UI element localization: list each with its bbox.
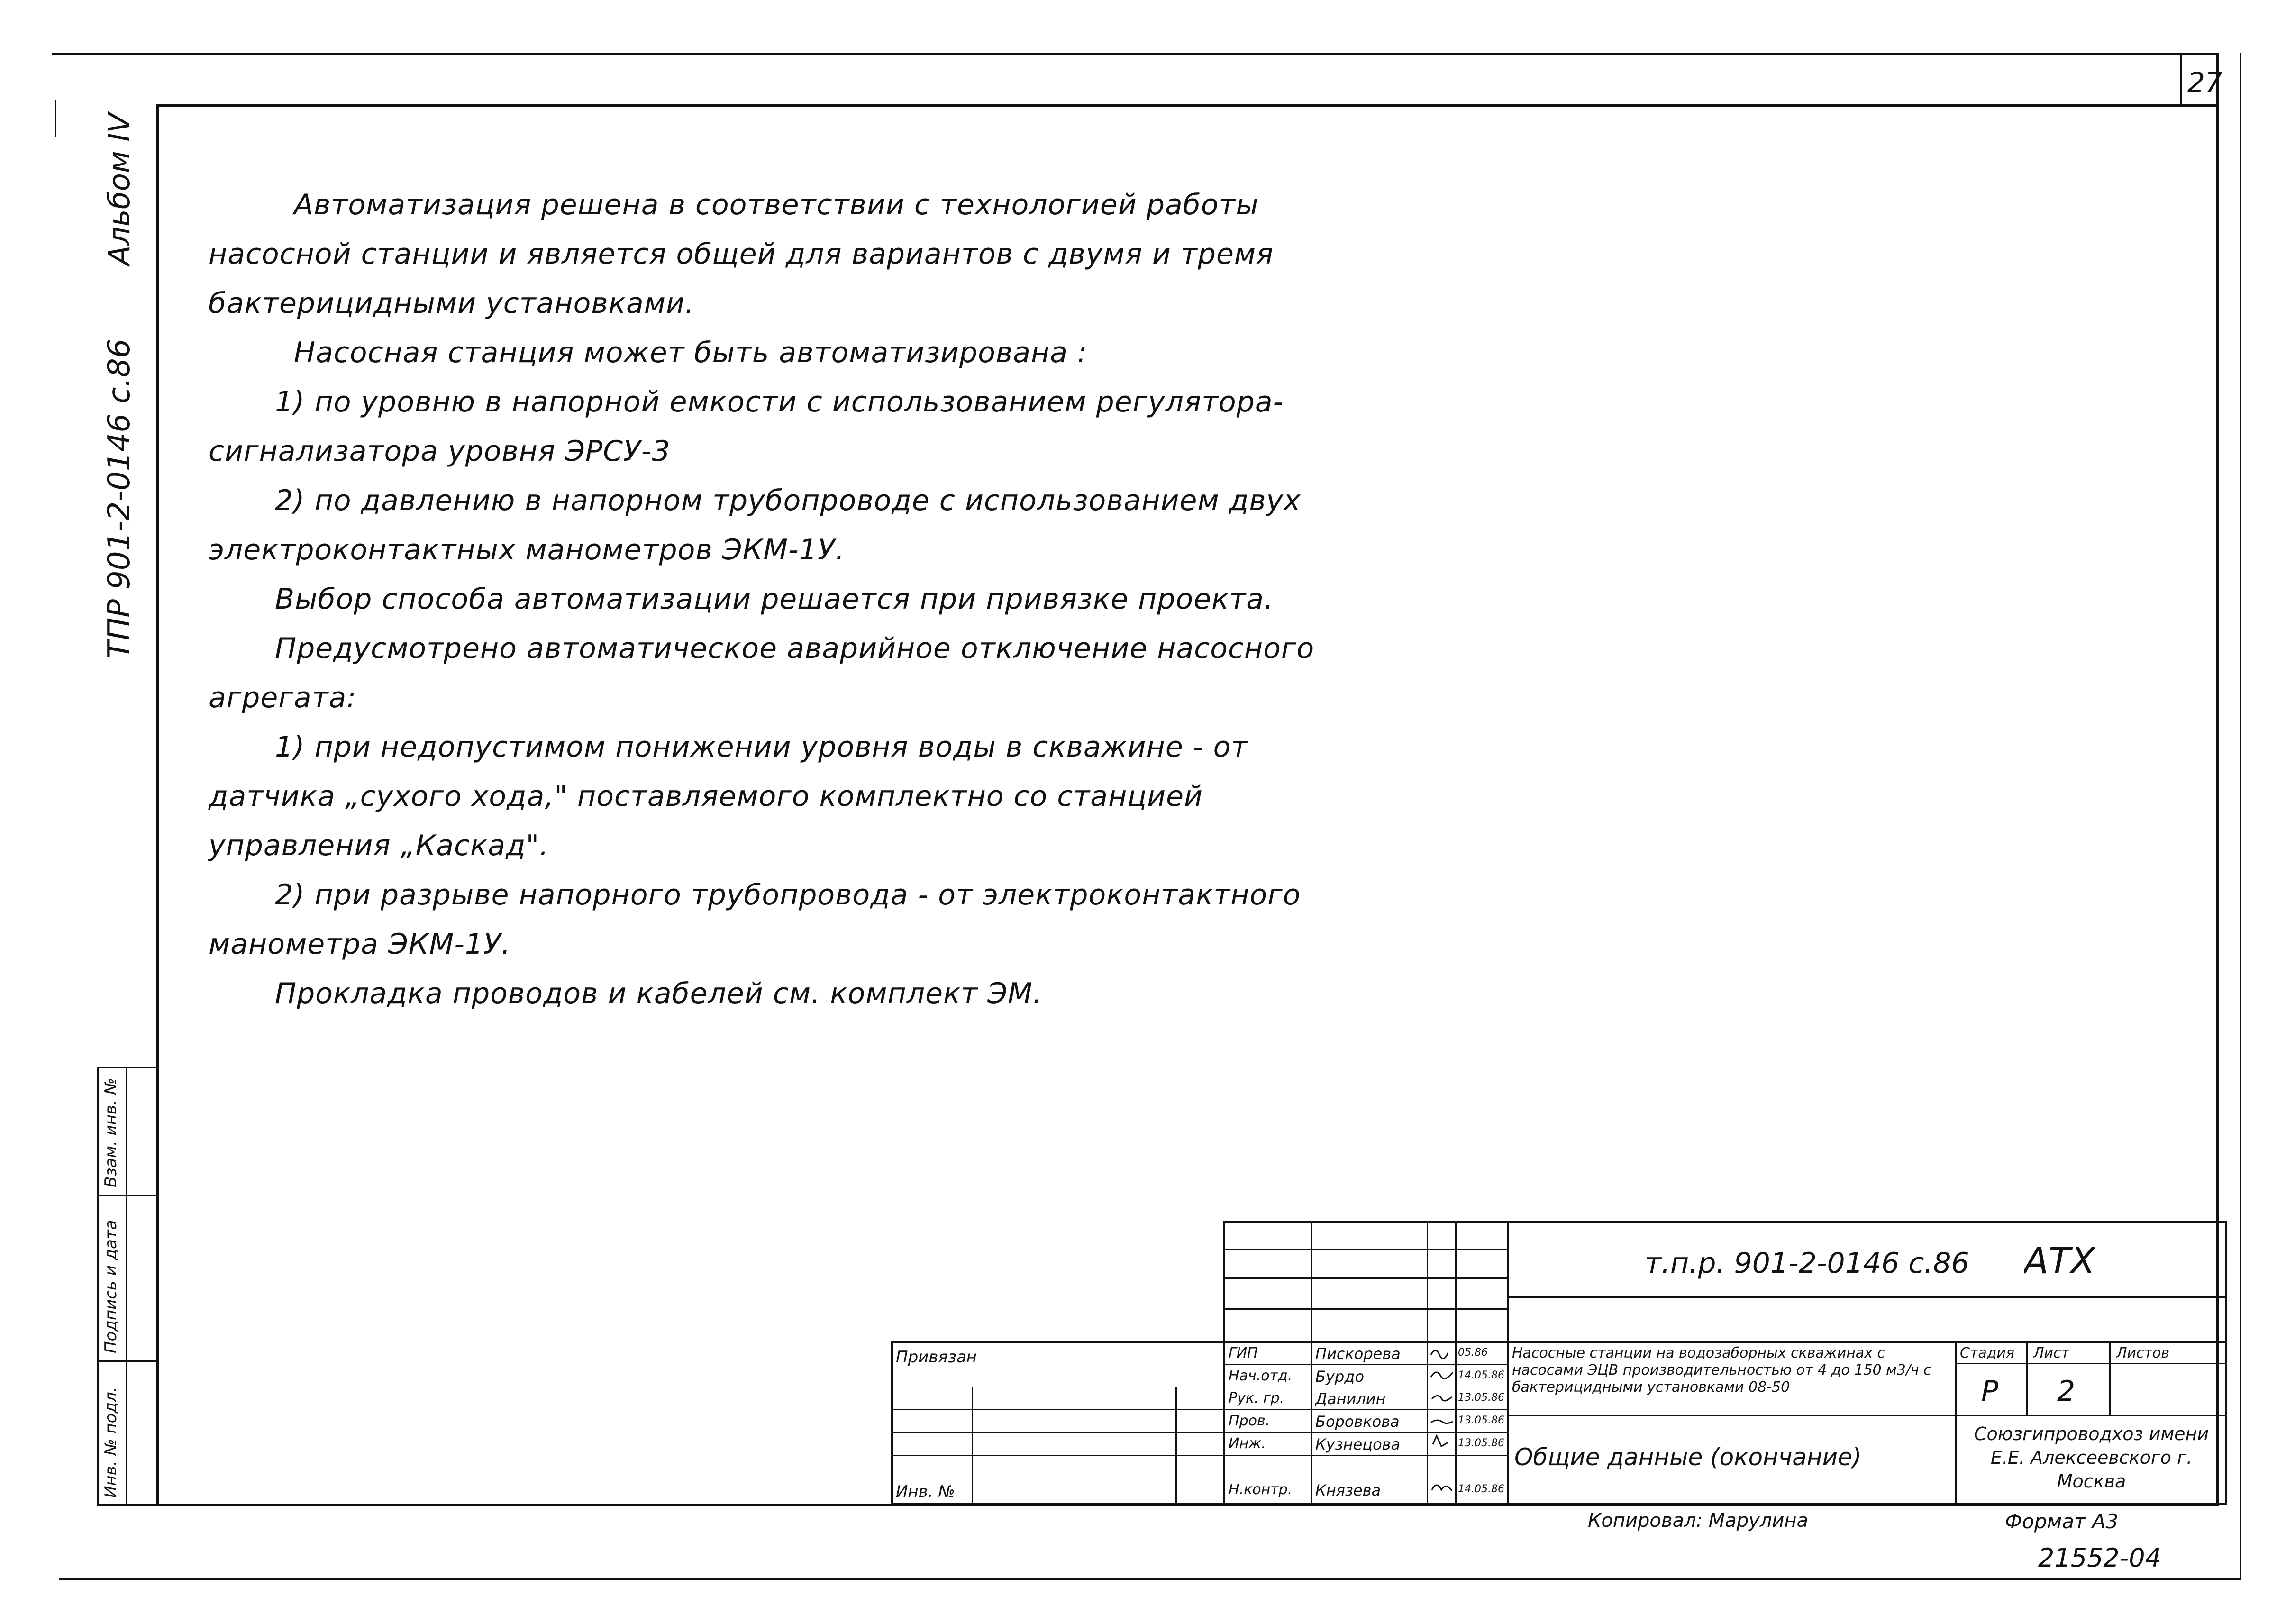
sheet-value: 2 [2057,1375,2076,1408]
body-line: сигнализатора уровня ЭРСУ-3 [209,435,671,468]
role-date: 13.05.86 [1458,1437,1504,1449]
outer-right-edge [2240,53,2241,1580]
body-line: электроконтактных манометров ЭКМ-1У. [209,533,845,566]
bottom-border-outer [59,1578,2240,1580]
tb-row [1223,1249,1507,1250]
role-name: Кузнецова [1315,1435,1401,1453]
tb-code-bottom2 [1507,1341,2227,1343]
tb-row [891,1455,1507,1456]
tb-col [1427,1221,1428,1505]
body-line: управления „Каскад". [209,829,549,862]
format-label: Формат А3 [2005,1510,2119,1533]
sheet-label: Лист [2033,1345,2070,1361]
inv-no-label: Инв. № [896,1482,955,1501]
tb-sheets-col [2109,1341,2111,1415]
stamp-strip-top [97,1067,158,1068]
role-date: 14.05.86 [1458,1369,1504,1381]
stamp-strip-mid [126,1067,127,1505]
inv-orig-label: Инв. № подл. [101,1387,120,1498]
body-text [209,180,1370,1018]
sign-date-label: Подпись и дата [101,1220,120,1353]
role-name: Пискорева [1315,1345,1401,1363]
stamp-div-1 [97,1195,158,1196]
stamp-div-2 [97,1360,158,1362]
sheet-title: Общие данные (окончание) [1514,1443,1862,1471]
tb-proj-bottom [1507,1415,2227,1416]
body-line: Насосная станция может быть автоматизирована : [294,336,1088,369]
body-line: Предусмотрено автоматическое аварийное отключение насосного [275,632,1315,665]
stamp-strip-left [97,1067,99,1505]
tpr-label: ТПР 901-2-0146 с.86 [102,338,137,659]
top-border-outer [52,53,2218,55]
body-line: 1) при недопустимом понижении уровня воды в скважине - от [275,730,1248,764]
page-num-box-left [2180,53,2182,105]
tb-row [1223,1277,1507,1279]
body-line: 1) по уровню в напорной емкости с использованием регулятора- [275,385,1284,419]
tb-sheet-col [2026,1341,2028,1415]
tb-row [1223,1341,1507,1343]
body-line: насосной станции и является общей для вариантов с двумя и тремя [209,237,1274,271]
body-line: манометра ЭКМ-1У. [209,928,511,961]
body-line: Выбор способа автоматизации решается при привязке проекта. [275,583,1274,616]
signatures [1429,1343,1455,1504]
tb-left-upper [1223,1221,1225,1505]
tb-col [972,1387,973,1505]
tb-row [1223,1364,1507,1365]
title-block [891,1221,2227,1505]
tied-label: Привязан [896,1348,977,1367]
role-label: Нач.отд. [1229,1368,1293,1384]
tb-stage-row [1955,1363,2227,1364]
left-tick [55,100,56,137]
body-line: 2) при разрыве напорного трубопровода - от электроконтактного [275,878,1301,912]
role-date: 13.05.86 [1458,1414,1504,1426]
doc-mark: АТХ [2024,1240,2095,1282]
role-name: Князева [1315,1481,1381,1499]
role-label: Рук. гр. [1229,1390,1284,1406]
role-label: Инж. [1229,1435,1266,1452]
doc-code: т.п.р. 901-2-0146 с.86 [1645,1247,1969,1280]
tb-col [1507,1221,1509,1505]
role-label: Н.контр. [1229,1481,1293,1498]
inner-frame-left [156,104,159,1505]
stage-label: Стадия [1960,1345,2015,1361]
tb-code-bottom [1507,1296,2227,1298]
role-date: 14.05.86 [1458,1483,1504,1495]
body-line: 2) по давлению в напорном трубопроводе с использованием двух [275,484,1301,517]
tb-col [1175,1387,1177,1505]
tb-col [1311,1221,1312,1505]
role-label: ГИП [1229,1345,1258,1361]
tb-row [1223,1308,1507,1310]
inner-frame-top [156,104,2218,107]
album-label: Альбом IV [102,113,137,265]
tb-bottom [891,1503,2227,1505]
sheets-label: Листов [2116,1345,2170,1361]
tb-col [1455,1221,1457,1505]
tb-left [891,1341,893,1505]
org-name: Союзгипроводхоз имени Е.Е. Алексеевского г. Москва [1974,1423,2209,1492]
role-date: 05.86 [1458,1347,1488,1359]
tb-stage-col [1955,1341,1957,1505]
stage-value: Р [1981,1375,1999,1408]
body-line: Автоматизация решена в соответствии с технологией работы [294,188,1259,221]
body-line: датчика „сухого хода," поставляемого комплектно со станцией [209,780,1203,813]
tb-tied-top [891,1341,1223,1343]
project-title: Насосные станции на водозаборных скважинах с насосами ЭЦВ производительностью от 4 до 150 м3/ч с бактерицидными установками 08-50 [1512,1345,1931,1396]
tb-row [891,1409,1507,1410]
body-line: бактерицидными установками. [209,287,695,320]
role-name: Боровкова [1315,1413,1400,1431]
archive-number: 21552-04 [2038,1543,2161,1573]
body-line: агрегата: [209,681,357,714]
copied-by: Копировал: Марулина [1588,1510,1809,1532]
replace-inv-label: Взам. инв. № [101,1078,120,1187]
role-label: Пров. [1229,1413,1270,1429]
role-date: 13.05.86 [1458,1392,1504,1404]
body-line: Прокладка проводов и кабелей см. комплект ЭМ. [275,977,1042,1010]
role-name: Данилин [1315,1390,1386,1408]
tb-row [891,1432,1507,1433]
tb-top [1223,1221,2227,1223]
role-name: Бурдо [1315,1368,1364,1386]
page-number: 27 [2187,66,2222,99]
